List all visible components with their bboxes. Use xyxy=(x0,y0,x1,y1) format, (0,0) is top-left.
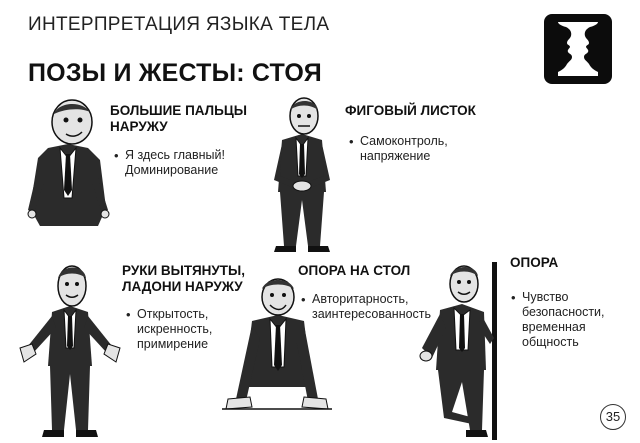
figure-leaning-on-support xyxy=(410,262,510,440)
bullet-dot: • xyxy=(511,290,516,305)
bullet-dot: • xyxy=(301,292,306,307)
figure-fig-leaf xyxy=(262,96,342,254)
pose-desc-leaning-on-support: • Чувство безопасности, временная общность xyxy=(511,290,605,349)
pose-title-fig-leaf: ФИГОВЫЙ ЛИСТОК xyxy=(345,103,476,118)
pose-title-leaning-on-support: ОПОРА xyxy=(510,255,559,270)
figure-palms-out xyxy=(10,262,135,440)
vase-faces-logo xyxy=(544,14,612,84)
bullet-dot: • xyxy=(114,148,119,163)
pose-title-palms-out: РУКИ ВЫТЯНУТЫ, ЛАДОНИ НАРУЖУ xyxy=(122,263,246,294)
pose-desc-fig-leaf: • Самоконтроль, напряжение xyxy=(349,134,448,163)
section-title: ИНТЕРПРЕТАЦИЯ ЯЗЫКА ТЕЛА xyxy=(28,14,330,35)
pose-desc-thumbs-out: • Я здесь главный! Доминирование xyxy=(114,148,225,177)
bullet-dot: • xyxy=(349,134,354,149)
page-title: ПОЗЫ И ЖЕСТЫ: СТОЯ xyxy=(28,59,322,87)
pose-title-thumbs-out: БОЛЬШИЕ ПАЛЬЦЫ НАРУЖУ xyxy=(110,103,247,134)
pose-title-leaning-on-table: ОПОРА НА СТОЛ xyxy=(298,263,411,278)
page-number: 35 xyxy=(600,404,626,430)
pose-desc-palms-out: • Открытость, искренность, примирение xyxy=(126,307,213,351)
bullet-dot: • xyxy=(126,307,131,322)
pose-desc-leaning-on-table: • Авторитарность, заинтересованность xyxy=(301,292,432,321)
figure-thumbs-out xyxy=(20,98,115,228)
